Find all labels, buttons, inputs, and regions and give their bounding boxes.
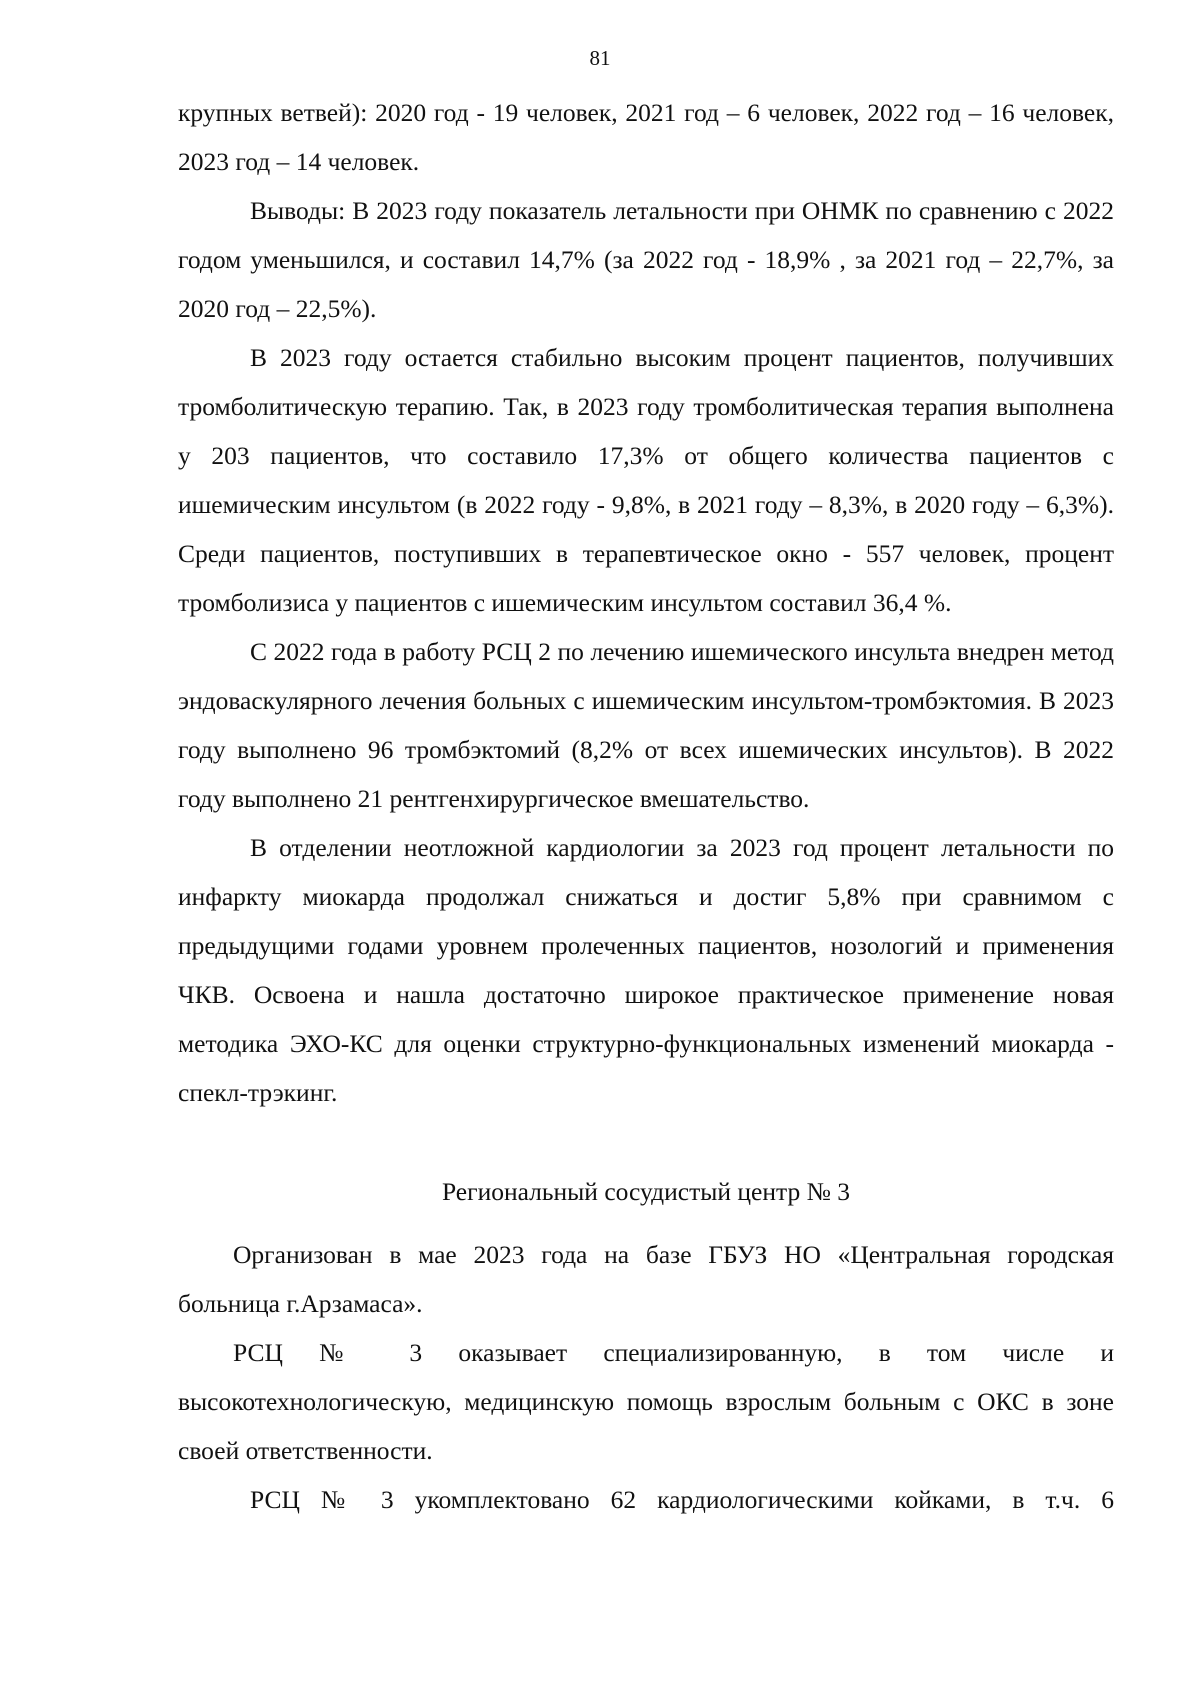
paragraph-conclusions: Выводы: В 2023 году показатель летальности при ОНМК по сравнению с 2022 годом уменьшился, и составил 14,7% (за 2022 год - 18,9% , за 2021 год – 22,7%, за 2020 год – 22,5%). <box>178 196 1114 323</box>
paragraph-continuation: крупных ветвей): 2020 год - 19 человек, 2021 год – 6 человек, 2022 год – 16 человек, 2023 год – 14 человек. <box>178 98 1114 176</box>
paragraph-organized: Организован в мае 2023 года на базе ГБУЗ НО «Центральная городская больница г.Арзамаса». <box>178 1240 1114 1318</box>
paragraph-cardiology-department: В отделении неотложной кардиологии за 2023 год процент летальности по инфаркту миокарда продолжал снижаться и достиг 5,8% при сравнимом с предыдущими годами уровнем пролеченных пациентов, нозологий и применения ЧКВ. Освоена и нашла достаточно широкое практическое применение новая методика ЭХО-КС для оценки структурно-функциональных изменений миокарда - спекл-трэкинг. <box>178 833 1114 1107</box>
page-number: 81 <box>589 46 611 70</box>
document-body <box>178 88 1114 1524</box>
paragraph-beds: РСЦ № 3 укомплектовано 62 кардиологическими койками, в т.ч. 6 <box>250 1485 1114 1514</box>
paragraph-thrombolytic-therapy: В 2023 году остается стабильно высоким процент пациентов, получивших тромболитическую терапию. Так, в 2023 году тромболитическая терапия выполнена у 203 пациентов, что составило 17,3% от общего количества пациентов с ишемическим инсультом (в 2022 году - 9,8%, в 2021 году – 8,3%, в 2020 году – 6,3%). Среди пациентов, поступивших в терапевтическое окно - 557 человек, процент тромболизиса у пациентов с ишемическим инсультом составил 36,4 %. <box>178 343 1114 617</box>
paragraph-services: РСЦ № 3 оказывает специализированную, в том числе и высокотехнологическую, медицинскую помощь взрослым больным с ОКС в зоне своей ответственности. <box>178 1338 1114 1465</box>
paragraph-thrombectomy: С 2022 года в работу РСЦ 2 по лечению ишемического инсульта внедрен метод эндоваскулярного лечения больных с ишемическим инсультом-тромбэктомия. В 2023 году выполнено 96 тромбэктомий (8,2% от всех ишемических инсультов). В 2022 году выполнено 21 рентгенхирургическое вмешательство. <box>178 637 1114 813</box>
section-heading: Региональный сосудистый центр № 3 <box>441 1177 851 1206</box>
